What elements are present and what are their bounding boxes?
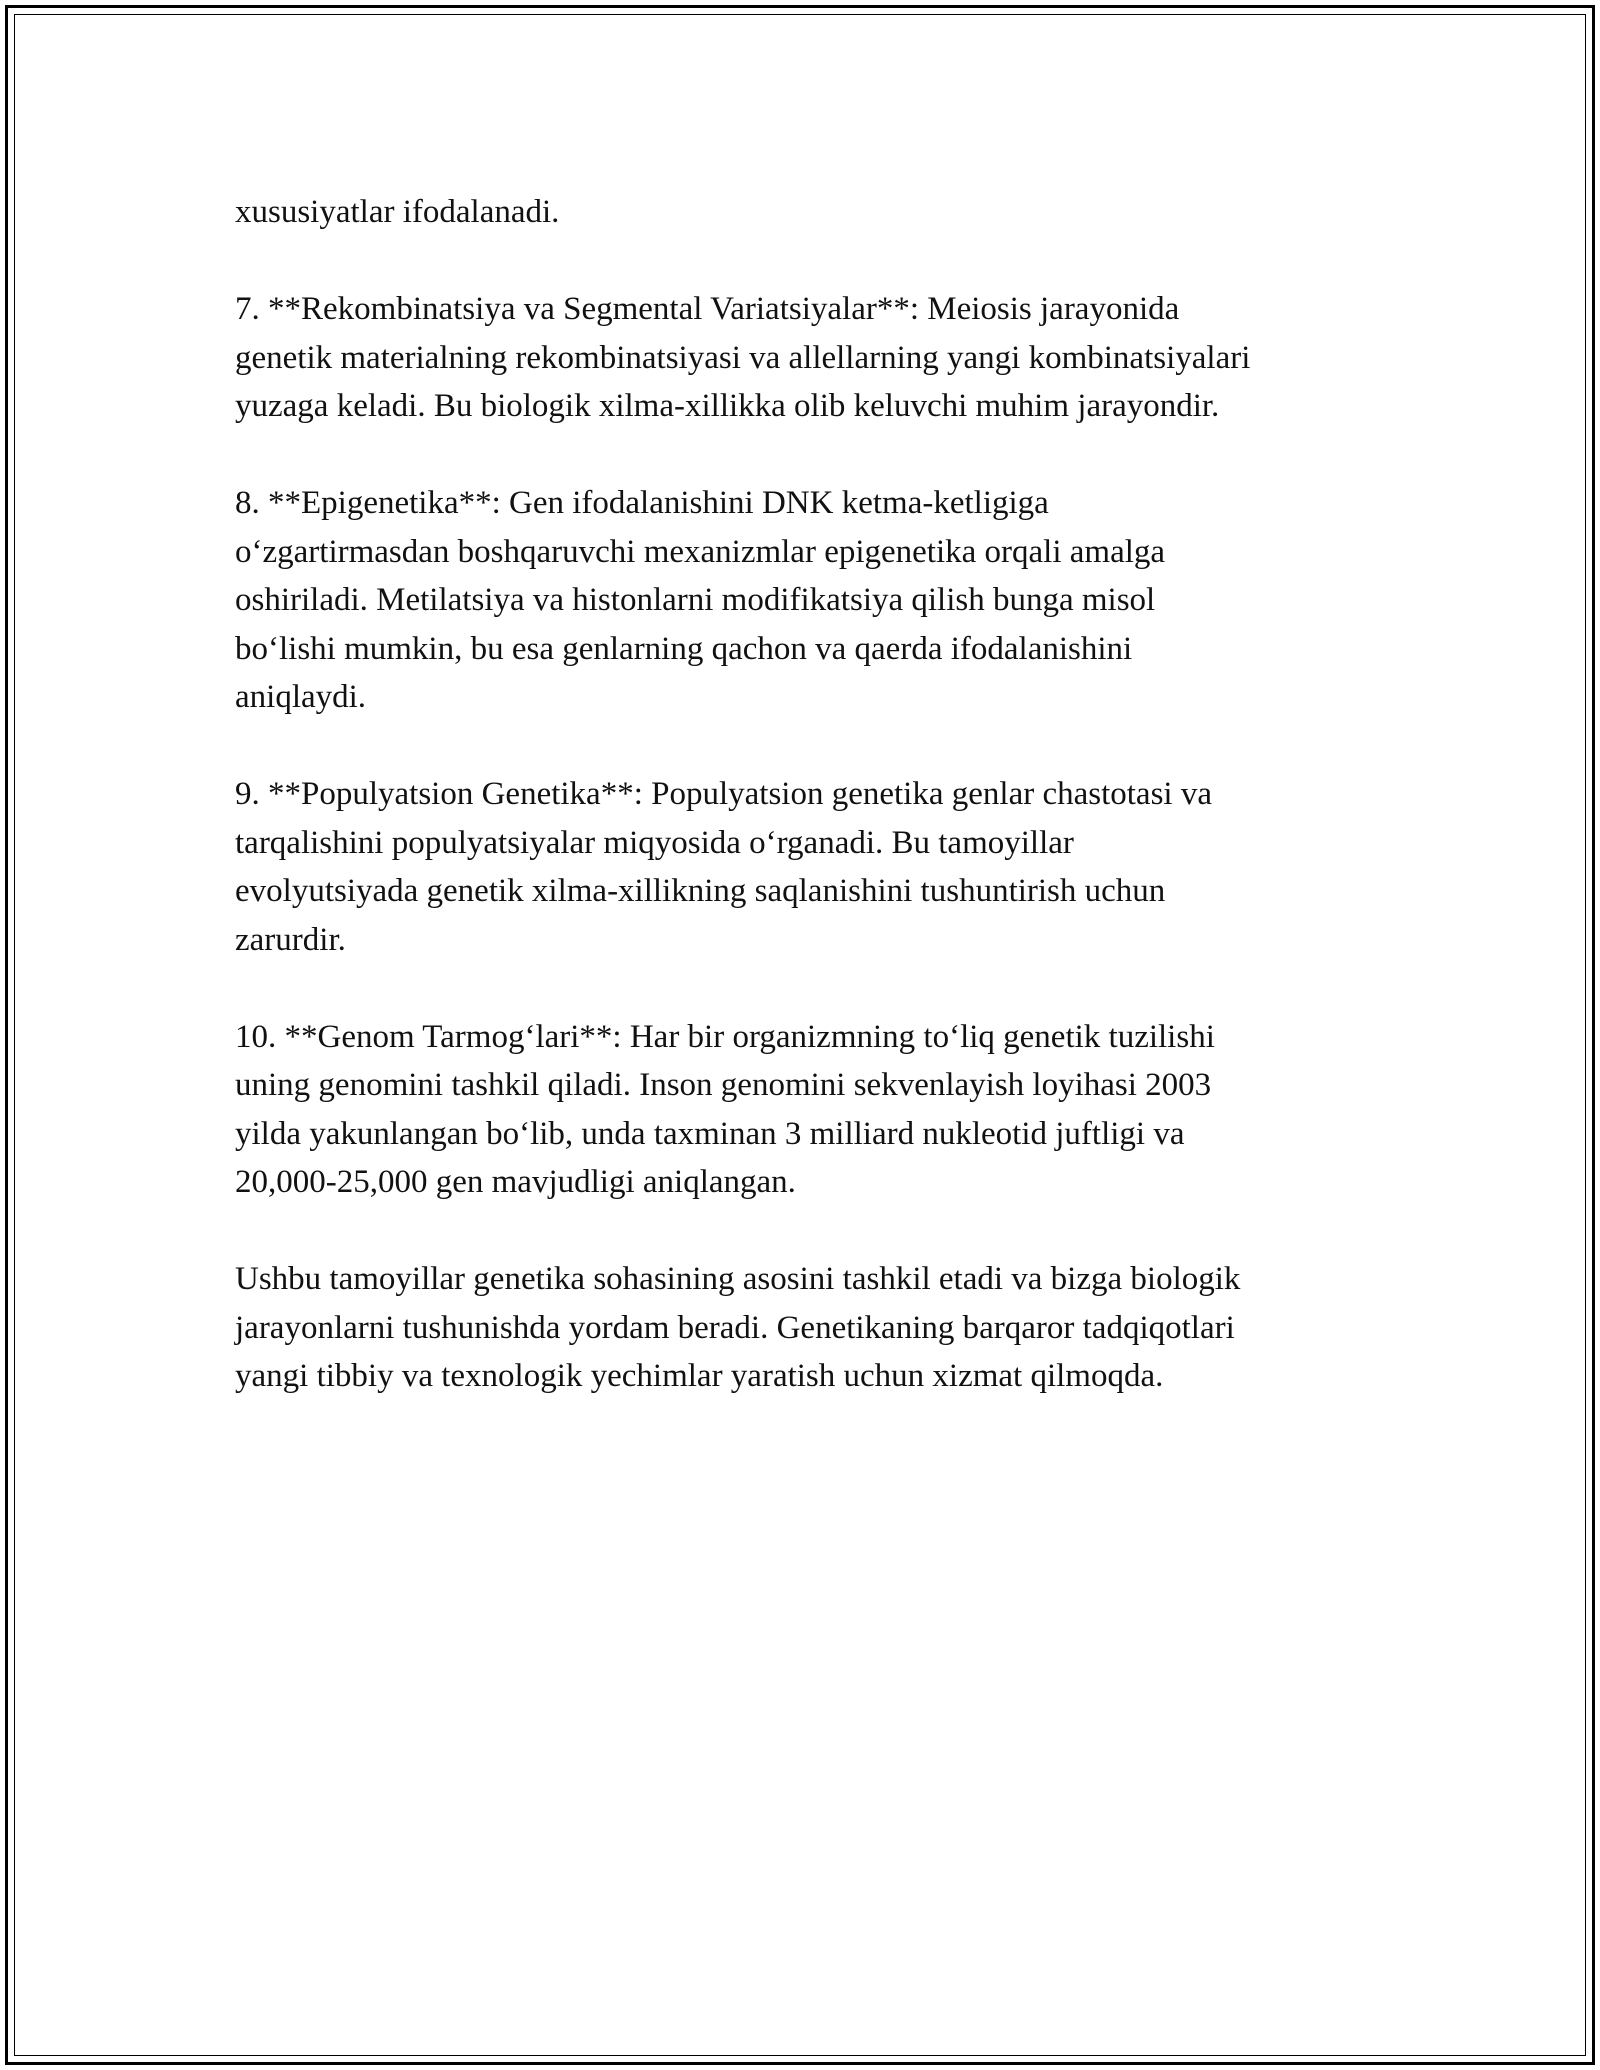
document-body	[235, 188, 1385, 1449]
text-line: xususiyatlar ifodalanadi.	[235, 194, 560, 230]
text-line: yuzaga keladi. Bu biologik xilma-xillikka olib keluvchi muhim jarayondir.	[235, 388, 1220, 424]
text-line: Ushbu tamoyillar genetika sohasining asosini tashkil etadi va bizga biologik	[235, 1261, 1241, 1297]
text-line: yilda yakunlangan bo‘lib, unda taxminan 3 milliard nukleotid juftligi va	[235, 1115, 1185, 1152]
text-line: evolyutsiyada genetik xilma-xillikning saqlanishini tushuntirish uchun	[235, 873, 1166, 909]
text-line: o‘zgartirmasdan boshqaruvchi mexanizmlar epigenetika orqali amalga	[235, 533, 1166, 570]
text-line: 8. **Epigenetika**: Gen ifodalanishini DNK ketma-ketligiga	[235, 485, 1049, 521]
paragraph-item-9-population-genetics	[235, 770, 1385, 964]
text-line: tarqalishini populyatsiyalar miqyosida o‘rganadi. Bu tamoyillar	[235, 824, 1074, 861]
text-line: 10. **Genom Tarmog‘lari**: Har bir organizmning to‘liq genetik tuzilishi	[235, 1018, 1215, 1055]
text-line: bo‘lishi mumkin, bu esa genlarning qachon va qaerda ifodalanishini	[235, 630, 1133, 667]
paragraph-conclusion	[235, 1255, 1385, 1401]
paragraph-continuation	[235, 188, 1385, 237]
text-line: jarayonlarni tushunishda yordam beradi. Genetikaning barqaror tadqiqotlari	[235, 1309, 1235, 1346]
text-line: 7. **Rekombinatsiya va Segmental Variatsiyalar**: Meiosis jarayonida	[235, 291, 1180, 327]
text-line: oshiriladi. Metilatsiya va histonlarni modifikatsiya qilish bunga misol	[235, 582, 1156, 618]
text-line: genetik materialning rekombinatsiyasi va allellarning yangi kombinatsiyalari	[235, 339, 1251, 376]
text-line: yangi tibbiy va texnologik yechimlar yaratish uchun xizmat qilmoqda.	[235, 1358, 1164, 1394]
paragraph-item-7-recombination	[235, 285, 1385, 431]
text-line: 20,000-25,000 gen mavjudligi aniqlangan.	[235, 1164, 796, 1200]
text-line: aniqlaydi.	[235, 679, 367, 715]
text-line: zarurdir.	[235, 921, 346, 958]
text-line: uning genomini tashkil qiladi. Inson genomini sekvenlayish loyihasi 2003	[235, 1067, 1212, 1103]
paragraph-item-8-epigenetics	[235, 479, 1385, 722]
text-line: 9. **Populyatsion Genetika**: Populyatsion genetika genlar chastotasi va	[235, 776, 1212, 812]
paragraph-item-10-genome	[235, 1013, 1385, 1207]
